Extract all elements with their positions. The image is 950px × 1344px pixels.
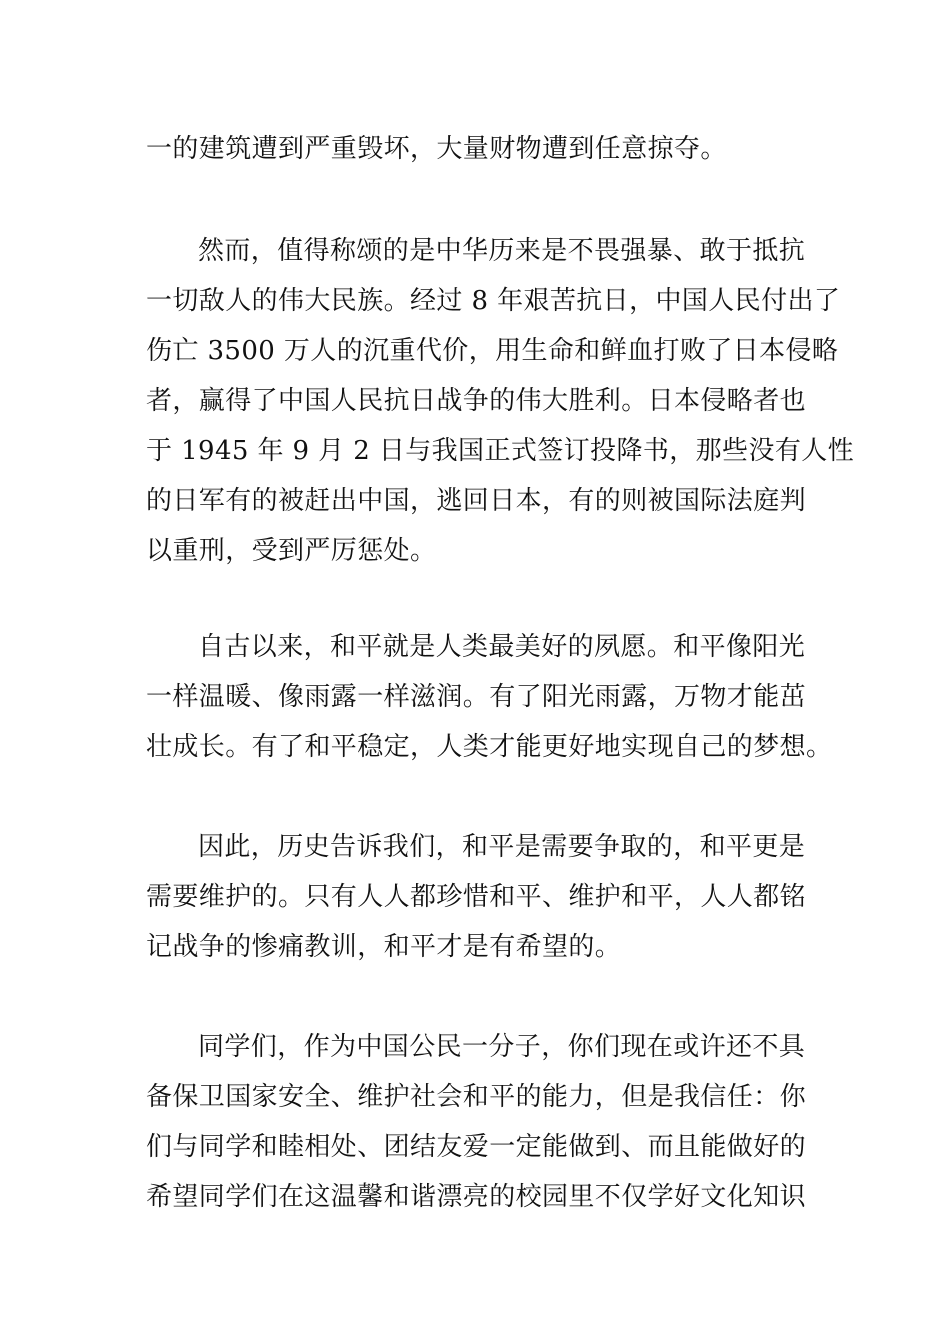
- paragraph-2-line-4: 者，赢得了中国人民抗日战争的伟大胜利。日本侵略者也: [146, 386, 807, 416]
- paragraph-2-line-1: 然而，值得称颂的是中华历来是不畏强暴、敢于抵抗: [198, 236, 806, 266]
- paragraph-1-line-1: 一的建筑遭到严重毁坏，大量财物遭到任意掠夺。: [146, 134, 727, 164]
- paragraph-3-line-2: 一样温暖、像雨露一样滋润。有了阳光雨露，万物才能茁: [146, 682, 807, 712]
- paragraph-2-line-2: 一切敌人的伟大民族。经过 8 年艰苦抗日，中国人民付出了: [146, 286, 841, 316]
- paragraph-3-line-3: 壮成长。有了和平稳定，人类才能更好地实现自己的梦想。: [146, 732, 833, 762]
- paragraph-3-line-1: 自古以来，和平就是人类最美好的夙愿。和平像阳光: [198, 632, 806, 662]
- paragraph-5-line-1: 同学们，作为中国公民一分子，你们现在或许还不具: [198, 1032, 806, 1062]
- paragraph-4-line-1: 因此，历史告诉我们，和平是需要争取的，和平更是: [198, 832, 806, 862]
- paragraph-2-line-6: 的日军有的被赶出中国，逃回日本，有的则被国际法庭判: [146, 486, 807, 516]
- paragraph-2-line-3: 伤亡 3500 万人的沉重代价，用生命和鲜血打败了日本侵略: [146, 336, 839, 366]
- paragraph-2-line-7: 以重刑，受到严厉惩处。: [146, 536, 437, 566]
- paragraph-4-line-3: 记战争的惨痛教训，和平才是有希望的。: [146, 932, 622, 962]
- paragraph-4-line-2: 需要维护的。只有人人都珍惜和平、维护和平，人人都铭: [146, 882, 807, 912]
- paragraph-5-line-4: 希望同学们在这温馨和谐漂亮的校园里不仅学好文化知识: [146, 1182, 807, 1212]
- paragraph-2-line-5: 于 1945 年 9 月 2 日与我国正式签订投降书，那些没有人性: [146, 436, 855, 466]
- paragraph-5-line-3: 们与同学和睦相处、团结友爱一定能做到、而且能做好的: [146, 1132, 807, 1162]
- paragraph-5-line-2: 备保卫国家安全、维护社会和平的能力，但是我信任：你: [146, 1082, 807, 1112]
